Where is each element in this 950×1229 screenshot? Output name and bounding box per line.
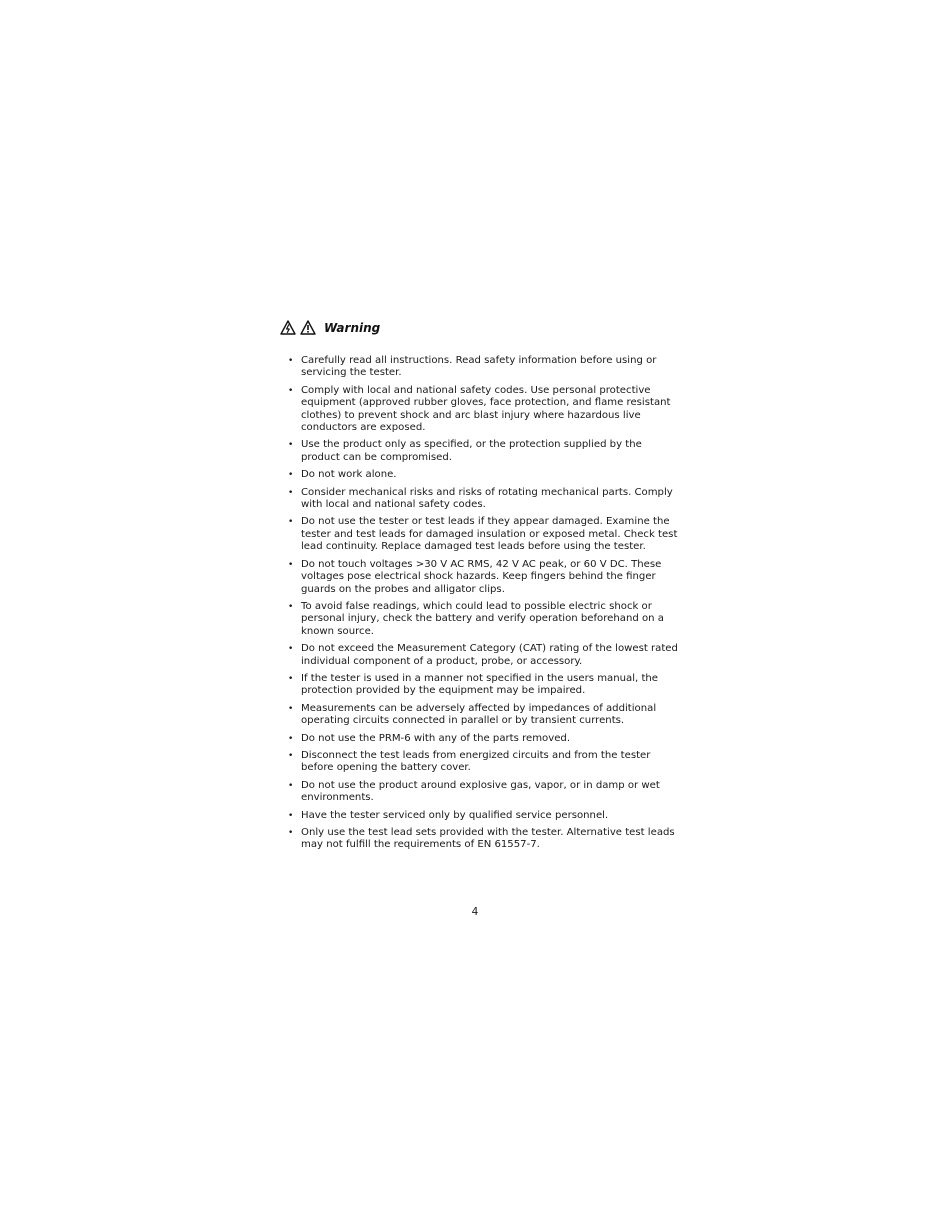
list-item-text: Do not use the PRM-6 with any of the parts removed. [301, 732, 571, 744]
page-number: 4 [471, 906, 479, 918]
list-item [286, 780, 678, 805]
warning-heading [280, 320, 380, 335]
list-item-text: Comply with local and national safety codes. Use personal protective equipment (approved rubber gloves, face protection, and flame resistant clothes) to prevent shock and arc blast injury where hazardous live conductors are exposed. [301, 384, 671, 434]
bullet-marker: • [288, 487, 294, 498]
list-item-text: Measurements can be adversely affected by impedances of additional operating circuits connected in parallel or by transient currents. [301, 702, 657, 727]
list-item [286, 355, 678, 380]
list-item [286, 810, 678, 822]
bullet-marker: • [288, 440, 294, 451]
list-item [286, 703, 678, 728]
list-item-text: Have the tester serviced only by qualified service personnel. [301, 809, 609, 821]
list-item-text: Do not exceed the Measurement Category (CAT) rating of the lowest rated individual component of a product, probe, or accessory. [301, 643, 678, 667]
bullet-marker: • [288, 780, 294, 791]
list-item-text: Disconnect the test leads from energized circuits and from the tester before opening the battery cover. [301, 749, 651, 774]
list-item-text: To avoid false readings, which could lead to possible electric shock or personal injury, check the battery and verify operation beforehand on a known source. [301, 600, 664, 637]
caution-triangle-icon [300, 320, 316, 335]
list-item [286, 601, 678, 638]
list-item [286, 673, 678, 698]
list-item-text: If the tester is used in a manner not specified in the users manual, the protection provided by the equipment may be impaired. [301, 672, 659, 697]
list-item [286, 439, 678, 464]
list-item-text: Do not work alone. [301, 469, 397, 481]
warning-title: Warning [324, 320, 381, 335]
bullet-marker: • [288, 356, 294, 366]
list-item-text: Consider mechanical risks and risks of rotating mechanical parts. Comply with local and national safety codes. [301, 486, 673, 511]
bullet-marker: • [288, 703, 294, 714]
list-item-text: Only use the test lead sets provided with the tester. Alternative test leads may not fulfill the requirements of EN 61557-7. [301, 827, 675, 851]
bullet-marker: • [288, 559, 294, 570]
list-item [286, 827, 678, 852]
list-item-text: Use the product only as specified, or the protection supplied by the product can be compromised. [301, 439, 642, 463]
bullet-marker: • [288, 644, 294, 655]
bullet-marker: • [288, 385, 294, 396]
list-item-text: Do not use the tester or test leads if they appear damaged. Examine the tester and test leads for damaged insulation or exposed metal. Check test lead continuity. Replace damaged test leads before using the tester. [301, 516, 678, 553]
bullet-marker: • [288, 810, 294, 821]
warning-bullet-list [286, 355, 678, 857]
bullet-marker: • [288, 470, 294, 481]
bullet-marker: • [288, 733, 294, 744]
list-item [286, 469, 678, 481]
bullet-marker: • [288, 673, 294, 684]
list-item [286, 750, 678, 775]
list-item [286, 733, 678, 745]
list-item [286, 559, 678, 596]
bullet-marker: • [288, 517, 294, 528]
bullet-marker: • [288, 750, 294, 761]
bullet-marker: • [288, 828, 294, 838]
list-item [286, 516, 678, 553]
list-item [286, 643, 678, 668]
electrical-hazard-icon [280, 320, 296, 335]
bullet-marker: • [288, 601, 294, 612]
list-item [286, 487, 678, 512]
list-item-text: Carefully read all instructions. Read safety information before using or servicing the tester. [301, 355, 657, 379]
list-item-text: Do not use the product around explosive gas, vapor, or in damp or wet environments. [301, 779, 660, 804]
list-item-text: Do not touch voltages >30 V AC RMS, 42 V AC peak, or 60 V DC. These voltages pose electrical shock hazards. Keep fingers behind the finger guards on the probes and alligator clips. [301, 558, 662, 595]
list-item [286, 385, 678, 435]
